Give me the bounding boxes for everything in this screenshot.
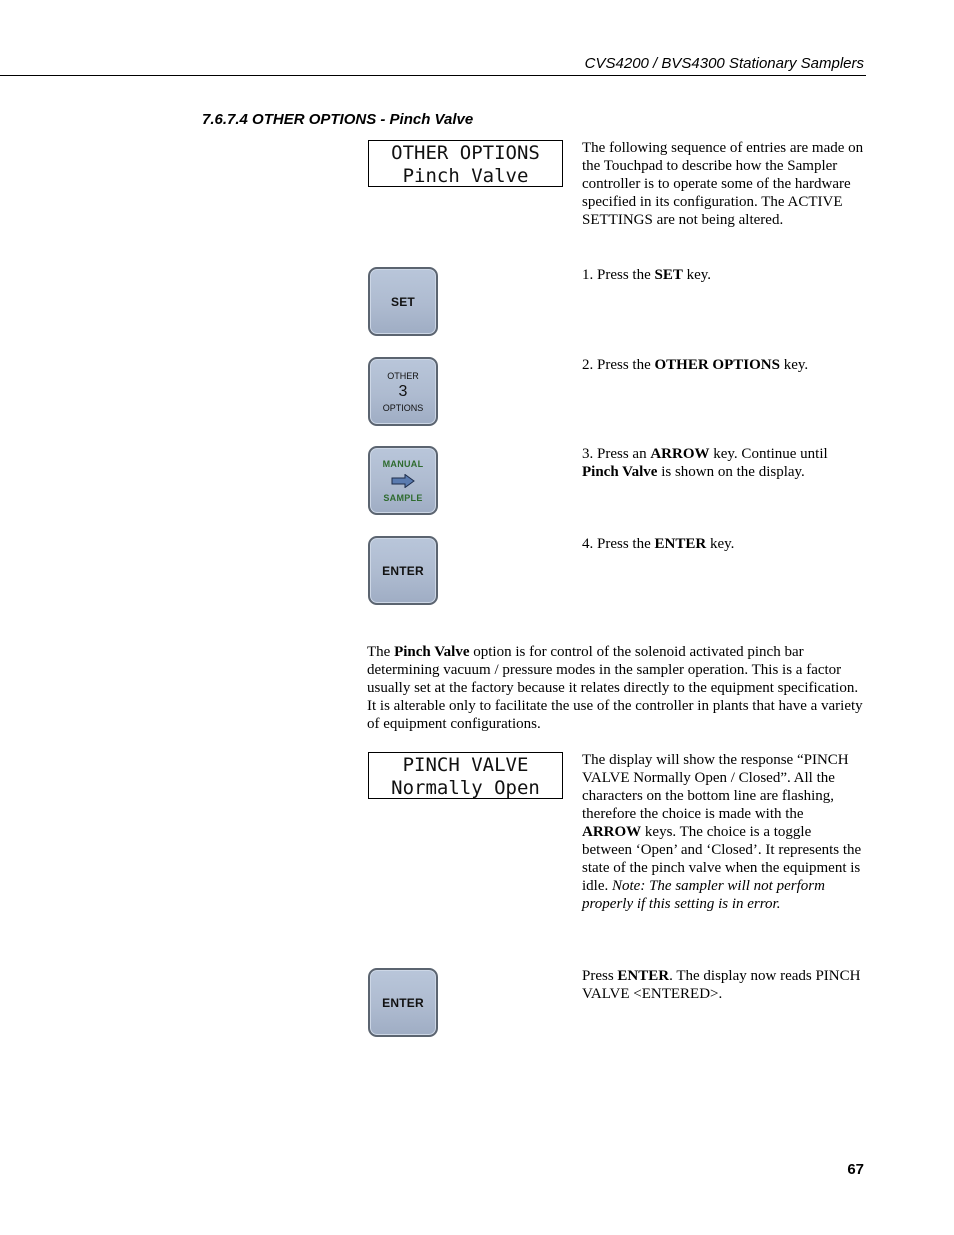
step-3-text-mid: key. Continue until: [709, 446, 828, 462]
manual-sample-key-bottom-label: SAMPLE: [383, 492, 423, 503]
step-1-text: 1. Press the: [582, 267, 655, 283]
step-1: [582, 266, 864, 284]
step-4: [582, 535, 864, 553]
step-3-key-name: ARROW: [650, 446, 710, 462]
pinch-valve-term: Pinch Valve: [394, 644, 470, 660]
arrow-right-icon: [391, 474, 415, 488]
other-options-key-number: 3: [398, 382, 408, 400]
other-options-key[interactable]: [368, 357, 438, 426]
other-options-key-top-label: OTHER: [387, 370, 419, 381]
page-number: 67: [847, 1161, 864, 1178]
lcd-line-2: Pinch Valve: [402, 165, 529, 187]
step-4-key-name: ENTER: [654, 536, 707, 552]
final-step-text: Press: [582, 968, 618, 984]
manual-sample-key-top-label: MANUAL: [382, 458, 424, 469]
step-3-text: 3. Press an: [582, 446, 651, 462]
enter-key-final-label: ENTER: [382, 995, 424, 1010]
set-key-label: SET: [391, 294, 415, 309]
response-text: The display will show the response “PINCH VALVE Normally Open / Closed”. All the characters on the bottom line are flashing, therefore the choice is made with the: [582, 752, 849, 822]
step-2-text-end: key.: [779, 357, 809, 373]
step-2: [582, 356, 864, 374]
step-2-key-name: OTHER OPTIONS: [654, 357, 780, 373]
lcd-line-2: Normally Open: [391, 777, 540, 799]
step-4-text: 4. Press the: [582, 536, 655, 552]
final-step: [582, 967, 864, 1003]
step-3-option-name: Pinch Valve: [582, 464, 658, 480]
step-4-text-end: key.: [706, 536, 735, 552]
pinch-valve-description-body: option is for control of the solenoid activated pinch bar determining vacuum / pressure modes in the sampler operation. This is a factor usually set at the factory because it relates directly to the equipment specification. It is alterable only to facilitate the use of the controller in plants that have a variety of equipment configurations.: [367, 644, 863, 732]
section-heading: 7.6.7.4 OTHER OPTIONS - Pinch Valve: [202, 111, 474, 128]
running-header: CVS4200 / BVS4300 Stationary Samplers: [584, 55, 864, 72]
enter-key[interactable]: [368, 536, 438, 605]
manual-sample-arrow-key[interactable]: [368, 446, 438, 515]
enter-key-label: ENTER: [382, 563, 424, 578]
other-options-key-bottom-label: OPTIONS: [382, 402, 424, 413]
set-key[interactable]: [368, 267, 438, 336]
step-1-key-name: SET: [654, 267, 683, 283]
pinch-valve-description-start: The: [367, 644, 395, 660]
intro-paragraph: The following sequence of entries are made on the Touchpad to describe how the Sampler controller is to operate some of the hardware specified in its configuration. The ACTIVE SETTINGS are not being altered.: [582, 140, 864, 228]
step-2-text: 2. Press the: [582, 357, 655, 373]
response-key-name: ARROW: [582, 824, 642, 840]
response-paragraph: [582, 751, 864, 913]
final-step-key-name: ENTER: [617, 968, 670, 984]
final-step-text-end: . The display now reads PINCH VALVE <ENTERED>.: [582, 968, 861, 1002]
lcd-display-pinch-valve: [368, 752, 563, 799]
pinch-valve-description: [367, 643, 863, 733]
step-3-text-end: is shown on the display.: [657, 464, 805, 480]
step-1-text-end: key.: [682, 267, 712, 283]
step-3: [582, 445, 864, 481]
lcd-line-1: PINCH VALVE: [402, 754, 529, 776]
lcd-line-1: OTHER OPTIONS: [391, 142, 540, 164]
header-rule: [0, 75, 866, 76]
lcd-display-other-options: [368, 140, 563, 187]
enter-key-final[interactable]: [368, 968, 438, 1037]
response-note: Note: The sampler will not perform properly if this setting is in error.: [582, 878, 825, 912]
response-text-mid: keys. The choice is a toggle between ‘Open’ and ‘Closed’. It represents the state of the pinch valve when the equipment is idle.: [582, 824, 862, 894]
